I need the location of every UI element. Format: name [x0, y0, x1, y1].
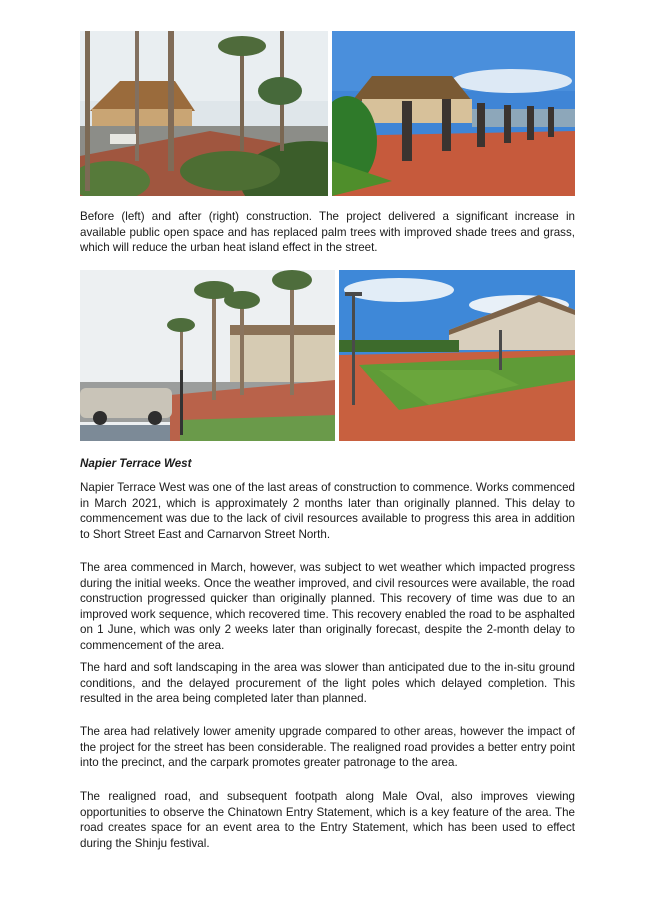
- before-photo-top: [80, 31, 328, 196]
- after-photo-top: [332, 31, 575, 196]
- after-photo-bottom: [339, 270, 575, 441]
- section-heading: Napier Terrace West: [80, 457, 192, 470]
- paragraph: The realigned road, and subsequent footpath along Male Oval, also improves viewing opportunities to observe the Chinatown Entry Statement, which is a key feature of the area. The road creates space for an event area to the Entry Statement, which has been used to effect during the Shinju festival.: [80, 790, 575, 850]
- figure-caption: Before (left) and after (right) construction. The project delivered a significant increase in available public open space and has replaced palm trees with improved shade trees and grass, which will reduce the urban heat island effect in the street.: [80, 210, 575, 254]
- paragraph: The hard and soft landscaping in the area was slower than anticipated due to the in-situ ground conditions, and the delayed procurement of the light poles which delayed completion. This resulted in the area being completed later than planned.: [80, 661, 575, 705]
- paragraph: The area had relatively lower amenity upgrade compared to other areas, however the impact of the project for the street has been considerable. The realigned road provides a better entry point into the precinct, and the carpark promotes greater patronage to the area.: [80, 725, 575, 769]
- paragraph: The area commenced in March, however, was subject to wet weather which impacted progress during the initial weeks. Once the weather improved, and civil resources were available, the road construction progressed quicker than originally planned. This recovery of time was due to an improved work sequence, which recovered time. This recovery enabled the road to be asphalted on 1 June, which was only 2 weeks later than originally forecast, despite the 2-month delay to commencement of the area.: [80, 561, 575, 652]
- before-photo-bottom: [80, 270, 335, 441]
- paragraph: Napier Terrace West was one of the last areas of construction to commence. Works commenced in March 2021, which is approximately 2 months later than originally planned. This delay to commencement was due to the lack of civil resources available to progress this area in addition to Short Street East and Carnarvon Street North.: [80, 481, 575, 541]
